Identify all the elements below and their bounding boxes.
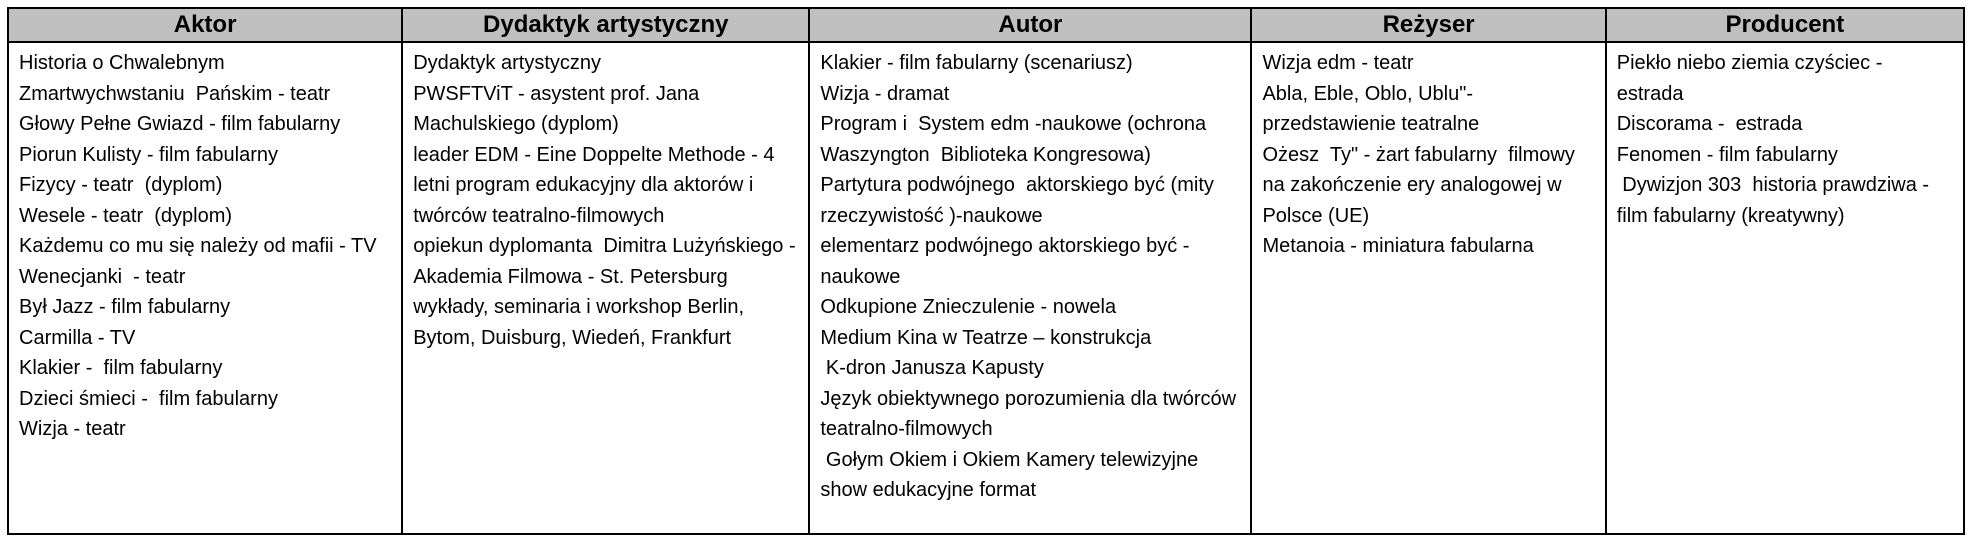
list-item: Klakier - film fabularny (scenariusz) [820,52,1133,74]
header-autor: Autor [810,9,1252,41]
list-item: Piorun Kulisty - film fabularny [19,143,278,166]
list-item: Wenecjanki - teatr [19,265,186,288]
list-item: Głowy Pełne Gwiazd - film fabularny [19,113,341,135]
list-item: K-dron Janusza Kapusty [820,357,1044,379]
list-item: Discorama - estrada [1616,113,1803,135]
list-item: Partytura podwójnego aktorskiego być (mity rzeczywistość )-naukowe [820,174,1220,227]
list-item: leader EDM - Eine Doppelte Methode - 4 letni program edukacyjny dla aktorów i twórców teatralno-filmowych [413,143,781,227]
table-body-row [9,43,1963,533]
list-item: Był Jazz - film fabularny [19,296,231,318]
list-item: Fizycy - teatr (dyplom) [19,174,223,196]
list-item: Piekło niebo ziemia czyściec - estrada [1616,52,1888,105]
list-item: Wizja - teatr [19,418,126,440]
list-item: Gołym Okiem i Okiem Kamery telewizyjne show edukacyjne format [820,448,1204,501]
list-item: Dywizjon 303 historia prawdziwa - film fabularny (kreatywny) [1616,174,1935,227]
list-item: Każdemu co mu się należy od mafii - TV [19,235,377,257]
list-item: Wizja - dramat [820,82,950,105]
header-rezyser: Reżyser [1252,9,1606,41]
list-item: Fenomen - film fabularny [1616,143,1838,166]
list-item: Ożesz Ty" - żart fabularny filmowy na zakończenie ery analogowej w Polsce (UE) [1262,143,1581,227]
cell-rezyser [1252,43,1606,533]
table-header-row [9,9,1963,43]
list-item: elementarz podwójnego aktorskiego być - naukowe [820,235,1196,288]
cell-aktor [9,43,403,533]
header-producent: Producent [1725,11,1845,38]
list-item: Wizja edm - teatr [1262,52,1414,74]
roles-table [7,7,1965,535]
list-item: Klakier - film fabularny [19,357,223,379]
cell-autor [810,43,1252,533]
list-item: opiekun dyplomanta Dimitra Lużyńskiego - Akademia Filmowa - St. Petersburg wykłady, seminaria i workshop Berlin, Bytom, Duisburg, Wiedeń, Frankfurt [413,235,801,349]
cell-dydaktyk-artystyczny [403,43,810,533]
list-item: Dydaktyk artystyczny [413,52,602,74]
list-item: Wesele - teatr (dyplom) [19,204,233,227]
list-item: Odkupione Znieczulenie - nowela [820,296,1117,318]
list-item: PWSFTViT - asystent prof. Jana Machulskiego (dyplom) [413,82,705,135]
header-dydaktyk-artystyczny: Dydaktyk artystyczny [403,9,810,41]
cell-producent [1607,43,1963,533]
list-item: Historia o Chwalebnym Zmartwychwstaniu Pańskim - teatr [19,52,331,105]
list-item: Dzieci śmieci - film fabularny [19,387,278,410]
list-item: Program i System edm -naukowe (ochrona Waszyngton Biblioteka Kongresowa) [820,113,1212,166]
list-item: Medium Kina w Teatrze – konstrukcja [820,326,1152,349]
list-item: Metanoia - miniatura fabularna [1262,235,1534,257]
list-item: Abla, Eble, Oblo, Ublu"- przedstawienie teatralne [1262,82,1480,135]
header-aktor: Aktor [9,9,403,41]
list-item: Język obiektywnego porozumienia dla twórców teatralno-filmowych [820,387,1242,440]
list-item: Carmilla - TV [19,326,136,349]
